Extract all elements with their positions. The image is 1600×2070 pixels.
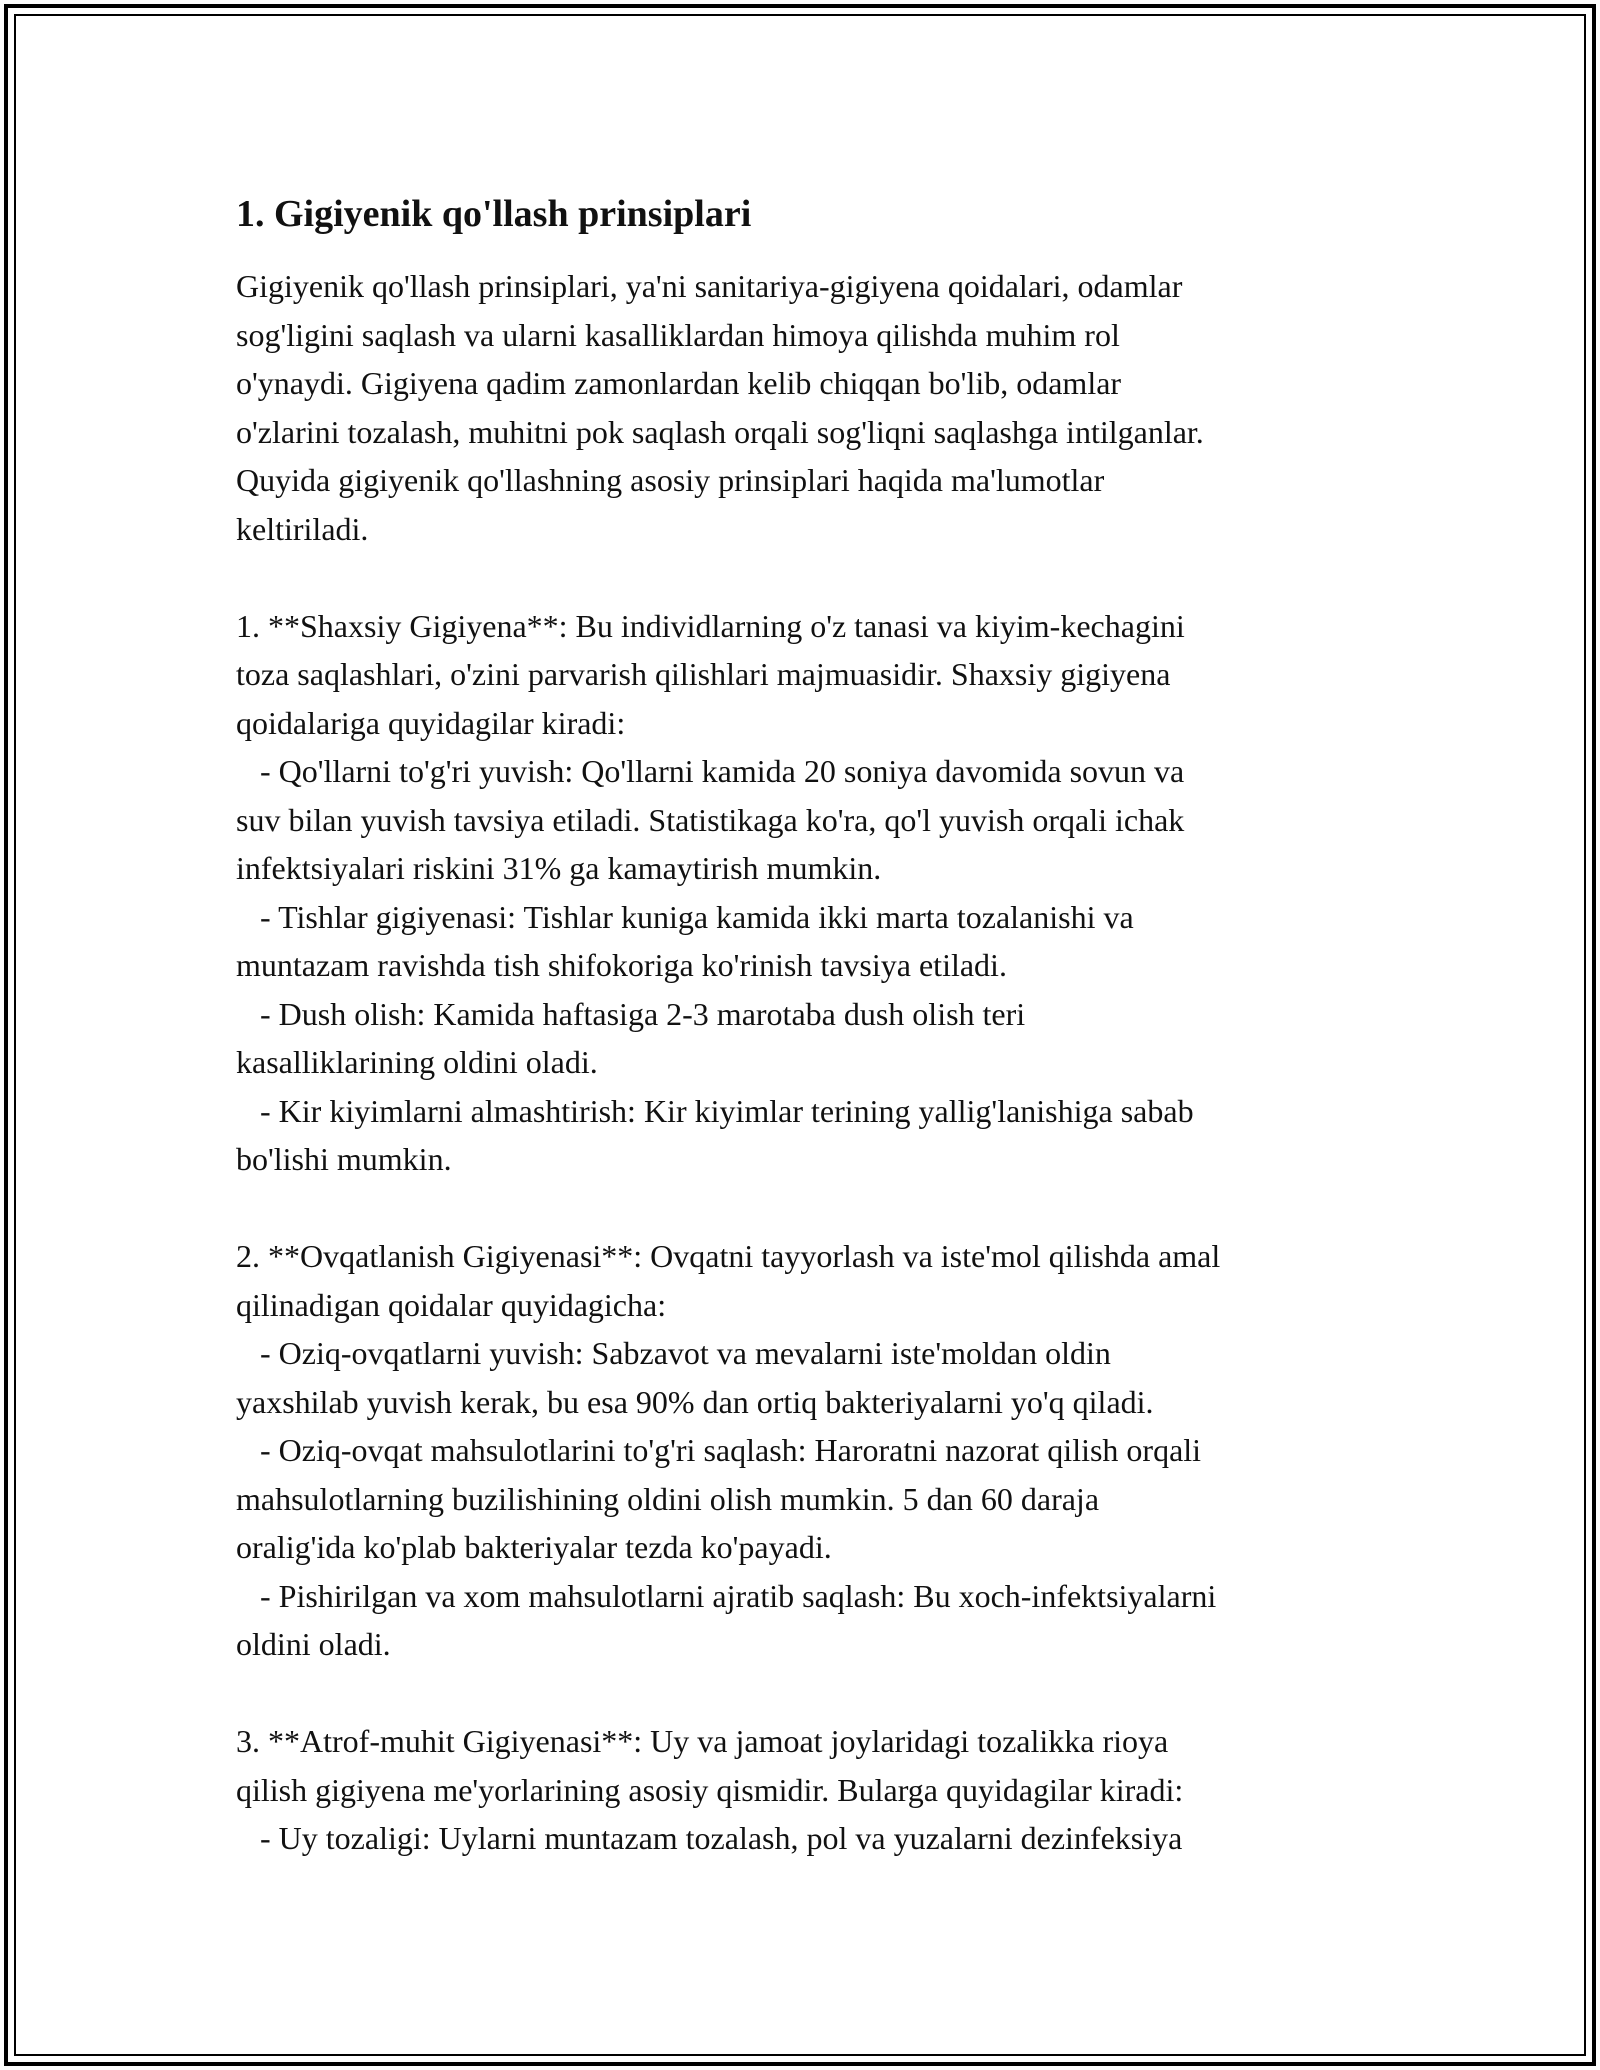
document-content: [236, 188, 1376, 1863]
document-title: 1. Gigiyenik qo'llash prinsiplari: [236, 193, 752, 235]
document-body: Gigiyenik qo'llash prinsiplari, ya'ni sanitariya-gigiyena qoidalari, odamlar sog'ligini saqlash va ularni kasalliklardan himoya qilishda muhim rol o'ynaydi. Gigiyena qadim zamonlardan kelib chiqqan bo'lib, odamlar o'zlarini tozalash, muhitni pok saqlash orqali sog'liqni saqlashga intilganlar. Quyida gigiyenik qo'llashning asosiy prinsiplari haqida ma'lumotlar keltiriladi. 1. **Shaxsiy Gigiyena**: Bu individlarning o'z tanasi va kiyim-kechagini toza saqlashlari, o'zini parvarish qilishlari majmuasidir. Shaxsiy gigiyena qoidalariga quyidagilar kiradi: - Qo'llarni to'g'ri yuvish: Qo'llarni kamida 20 soniya davomida sovun va suv bilan yuvish tavsiya etiladi. Statistikaga ko'ra, qo'l yuvish orqali ichak infektsiyalari riskini 31% ga kamaytirish mumkin. - Tishlar gigiyenasi: Tishlar kuniga kamida ikki marta tozalanishi va muntazam ravishda tish shifokoriga ko'rinish tavsiya etiladi. - Dush olish: Kamida haftasiga 2-3 marotaba dush olish teri kasalliklarining oldini oladi. - Kir kiyimlarni almashtirish: Kir kiyimlar terining yallig'lanishiga sabab bo'lishi mumkin. 2. **Ovqatlanish Gigiyenasi**: Ovqatni tayyorlash va iste'mol qilishda amal qilinadigan qoidalar quyidagicha: - Oziq-ovqatlarni yuvish: Sabzavot va mevalarni iste'moldan oldin yaxshilab yuvish kerak, bu esa 90% dan ortiq bakteriyalarni yo'q qiladi. - Oziq-ovqat mahsulotlarini to'g'ri saqlash: Haroratni nazorat qilish orqali mahsulotlarning buzilishining oldini olish mumkin. 5 dan 60 daraja oralig'ida ko'plab bakteriyalar tezda ko'payadi. - Pishirilgan va xom mahsulotlarni ajratib saqlash: Bu xoch-infektsiyalarni oldini oladi. 3. **Atrof-muhit Gigiyenasi**: Uy va jamoat joylaridagi tozalikka rioya qilish gigiyena me'yorlarining asosiy qismidir. Bularga quyidagilar kiradi: - Uy tozaligi: Uylarni muntazam tozalash, pol va yuzalarni dezinfeksiya: [236, 268, 1221, 1856]
